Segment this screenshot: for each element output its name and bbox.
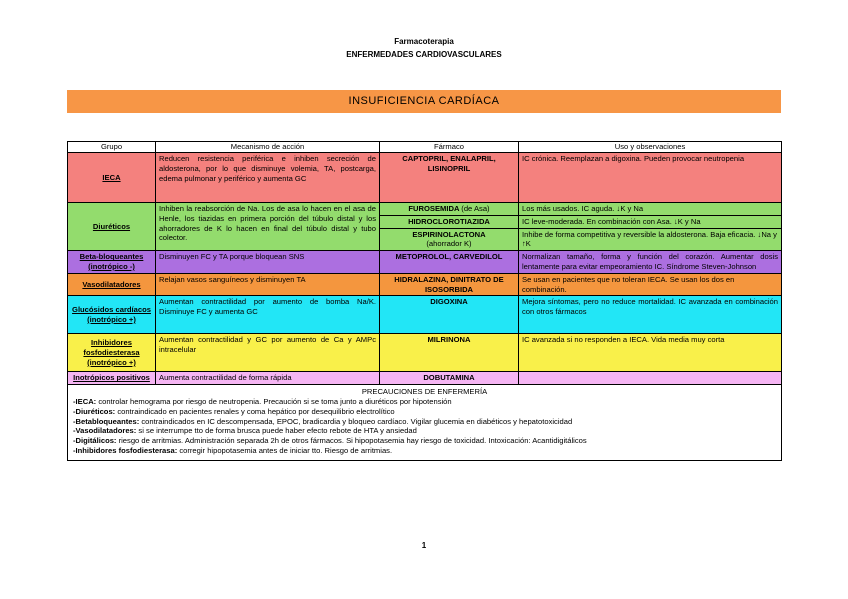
group-cell: Glucósidos cardíacos (inotrópico +) xyxy=(68,296,156,334)
drug-note: (ahorrador K) xyxy=(426,239,472,249)
precaution-item xyxy=(73,426,776,436)
precaution-label: -Inhibidores fosfodiesterasa: xyxy=(73,445,178,455)
drug-name: FUROSEMIDA xyxy=(408,204,460,213)
precaution-label: -Digitálicos: xyxy=(73,436,117,446)
group-cell: Vasodilatadores xyxy=(68,273,156,296)
table-row xyxy=(68,334,782,372)
drug-cell: MILRINONA xyxy=(380,334,519,372)
table-row xyxy=(68,296,782,334)
column-header: Uso y observaciones xyxy=(519,142,782,153)
column-header: Fármaco xyxy=(380,142,519,153)
use-cell: Mejora síntomas, pero no reduce mortalidad. IC avanzada en combinación con otros fármacos xyxy=(519,296,782,334)
table-header-row xyxy=(68,142,782,153)
precautions-cell xyxy=(68,385,782,461)
precautions-row xyxy=(68,385,782,461)
drug-cell: DOBUTAMINA xyxy=(380,372,519,385)
use-cell: Normalizan tamaño, forma y función del corazón. Aumentar dosis lentamente para evitar empeoramiento IC. Síndrome Steven-Johnson xyxy=(519,251,782,274)
use-cell: IC crónica. Reemplazan a digoxina. Pueden provocar neutropenia xyxy=(519,153,782,203)
table-row xyxy=(68,273,782,296)
drug-cell: HIDROCLOROTIAZIDA xyxy=(380,215,519,228)
drug-note: (de Asa) xyxy=(461,204,490,213)
column-header: Grupo xyxy=(68,142,156,153)
mechanism-cell: Aumenta contractilidad de forma rápida xyxy=(156,372,380,385)
use-cell: IC leve-moderada. En combinación con Asa. ↓K y Na xyxy=(519,215,782,228)
precaution-text: contraindicados en IC descompensada, EPOC, bradicardia y bloqueo cardíaco. Vigilar glucemia en diabéticos y hepatotoxicidad xyxy=(139,416,573,426)
mechanism-cell: Disminuyen FC y TA porque bloquean SNS xyxy=(156,251,380,274)
drug-cell: DIGOXINA xyxy=(380,296,519,334)
mechanism-cell: Reducen resistencia periférica e inhiben secreción de aldosterona, por lo que disminuye volemia, TA, postcarga, edema pulmonar y periférico y aumenta GC xyxy=(156,153,380,203)
document-title: Farmacoterapia xyxy=(394,37,454,46)
table-row xyxy=(68,203,782,216)
precaution-item xyxy=(73,407,776,417)
precaution-text: contraindicado en pacientes renales y coma hepático por desequilibrio electrolítico xyxy=(115,406,395,416)
precaution-item xyxy=(73,417,776,427)
use-cell: Se usan en pacientes que no toleran IECA. Se usan los dos en combinación. xyxy=(519,273,782,296)
drug-table xyxy=(67,141,782,461)
use-cell xyxy=(519,372,782,385)
mechanism-cell: Inhiben la reabsorción de Na. Los de asa lo hacen en el asa de Henle, los tiazidas en primera porción del túbulo distal y los ahorradores de K lo hacen en final del túbulo distal y tubo colector. xyxy=(156,203,380,251)
precaution-text: riesgo de arritmias. Administración separada 2h de otros fármacos. Si hipopotasemia hay riesgo de toxicidad. Intoxicación: Acantidigitálicos xyxy=(116,436,587,446)
drug-cell xyxy=(380,203,519,216)
document-subtitle: ENFERMEDADES CARDIOVASCULARES xyxy=(346,50,502,59)
precaution-item xyxy=(73,446,776,456)
column-header: Mecanismo de acción xyxy=(156,142,380,153)
group-cell: IECA xyxy=(68,153,156,203)
use-cell: IC avanzada si no responden a IECA. Vida media muy corta xyxy=(519,334,782,372)
precaution-label: -IECA: xyxy=(73,396,97,406)
drug-cell: METOPROLOL, CARVEDILOL xyxy=(380,251,519,274)
page-number: 1 xyxy=(421,541,427,550)
use-cell: Los más usados. IC aguda. ↓K y Na xyxy=(519,203,782,216)
drug-cell: CAPTOPRIL, ENALAPRIL, LISINOPRIL xyxy=(380,153,519,203)
precaution-label: -Vasodilatadores: xyxy=(73,426,137,436)
section-banner: INSUFICIENCIA CARDÍACA xyxy=(67,90,781,113)
group-cell: Diuréticos xyxy=(68,203,156,251)
mechanism-cell: Aumentan contractilidad y GC por aumento de Ca y AMPc intracelular xyxy=(156,334,380,372)
drug-cell xyxy=(380,228,519,251)
table-row xyxy=(68,251,782,274)
precaution-item xyxy=(73,436,776,446)
drug-cell: HIDRALAZINA, DINITRATO DE ISOSORBIDA xyxy=(380,273,519,296)
precaution-text: si se interrumpe tto de forma brusca puede haber efecto rebote de HTA y ansiedad xyxy=(136,426,417,436)
precaution-item xyxy=(73,397,776,407)
mechanism-cell: Relajan vasos sanguíneos y disminuyen TA xyxy=(156,273,380,296)
precaution-text: corregir hipopotasemia antes de iniciar tto. Riesgo de arritmias. xyxy=(177,445,393,455)
mechanism-cell: Aumentan contractilidad por aumento de bomba Na/K. Disminuye FC y aumenta GC xyxy=(156,296,380,334)
precaution-label: -Diuréticos: xyxy=(73,406,116,416)
group-cell: Inhibidores fosfodiesterasa (inotrópico +) xyxy=(68,334,156,372)
precaution-text: controlar hemograma por riesgo de neutropenia. Precaución si se toma junto a diuréticos por hipotensión xyxy=(96,396,452,406)
use-cell: Inhibe de forma competitiva y reversible la aldosterona. Baja eficacia. ↓Na y ↑K xyxy=(519,228,782,251)
drug-name: ESPIRINOLACTONA xyxy=(412,229,486,239)
group-cell: Beta-bloqueantes (inotrópico -) xyxy=(68,251,156,274)
table-row xyxy=(68,372,782,385)
table-row xyxy=(68,153,782,203)
group-cell: Inotrópicos positivos xyxy=(68,372,156,385)
precaution-label: -Betabloqueantes: xyxy=(73,416,140,426)
precautions-title: PRECAUCIONES DE ENFERMERÍA xyxy=(361,387,488,397)
